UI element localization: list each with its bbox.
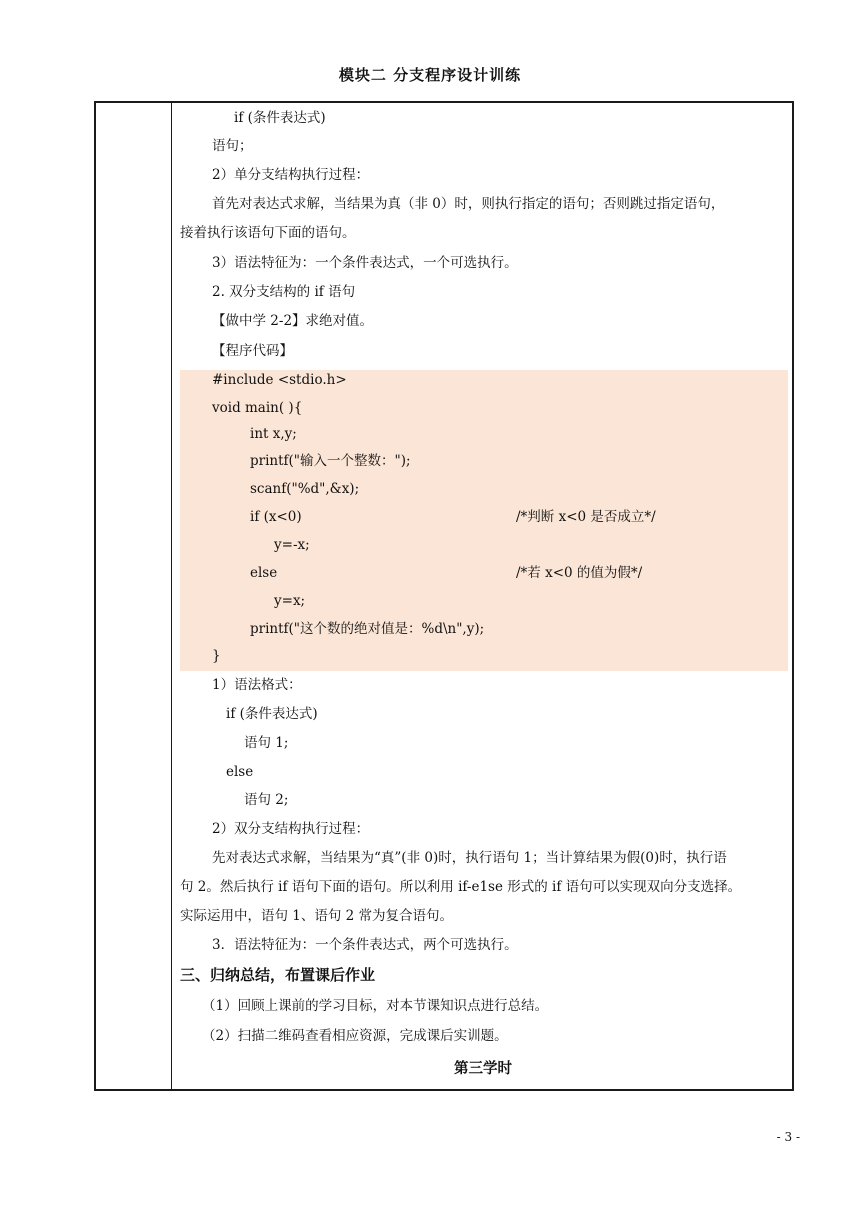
- text-line: 语句；: [212, 138, 253, 154]
- text-line: 3．语法特征为：一个条件表达式，两个可选执行。: [212, 937, 518, 953]
- code-line: printf("这个数的绝对值是：%d\n",y);: [250, 621, 485, 637]
- code-line: }: [212, 648, 221, 664]
- text-line: 2）单分支结构执行过程：: [212, 167, 370, 183]
- text-line: 语句 1;: [244, 735, 289, 751]
- code-line: [180, 507, 856, 527]
- code-line: #include <stdio.h>: [212, 372, 347, 388]
- code-statement: if (x<0): [250, 509, 302, 525]
- code-line: scanf("%d",&x);: [250, 481, 360, 497]
- page-header: 模块二 分支程序设计训练: [338, 66, 522, 84]
- code-line: void main( ){: [212, 400, 303, 416]
- text-line: 语句 2;: [244, 792, 289, 808]
- text-line: 先对表达式求解，当结果为“真”(非 0)时，执行语句 1；当计算结果为假(0)时，执行语: [212, 850, 727, 866]
- section-heading: 三、归纳总结，布置课后作业: [180, 966, 376, 984]
- page-number: - 3 -: [776, 1130, 800, 1144]
- code-comment: /*若 x<0 的值为假*/: [516, 565, 643, 581]
- text-line: 接着执行该语句下面的语句。: [180, 225, 356, 241]
- code-statement: else: [250, 565, 278, 581]
- list-item: （2）扫描二维码查看相应资源，完成课后实训题。: [202, 1028, 508, 1044]
- text-line: 【程序代码】: [212, 343, 293, 359]
- text-line: 2）双分支结构执行过程：: [212, 821, 370, 837]
- code-line: y=x;: [274, 593, 306, 609]
- lesson-title: 第三学时: [454, 1061, 512, 1077]
- code-line: printf("输入一个整数：");: [250, 453, 411, 469]
- text-line: 首先对表达式求解，当结果为真（非 0）时，则执行指定的语句；否则跳过指定语句，: [212, 196, 725, 212]
- text-line: else: [226, 764, 254, 780]
- text-line: 实际运用中，语句 1、语句 2 常为复合语句。: [180, 908, 454, 924]
- text-line: 2. 双分支结构的 if 语句: [212, 284, 356, 300]
- list-item: （1）回顾上课前的学习目标，对本节课知识点进行总结。: [202, 998, 549, 1014]
- code-line: int x,y;: [250, 426, 297, 442]
- text-line: 1）语法格式：: [212, 677, 302, 693]
- column-divider: [171, 101, 172, 1091]
- text-line: 【做中学 2-2】求绝对值。: [212, 313, 374, 329]
- text-line: 句 2。然后执行 if 语句下面的语句。所以利用 if-e1se 形式的 if 语句可以实现双向分支选择。: [180, 879, 742, 895]
- text-line: if (条件表达式): [226, 706, 318, 722]
- text-line: if (条件表达式): [234, 110, 326, 126]
- code-line: [180, 563, 856, 583]
- code-line: y=-x;: [274, 537, 310, 553]
- code-comment: /*判断 x<0 是否成立*/: [516, 509, 656, 525]
- text-line: 3）语法特征为：一个条件表达式，一个可选执行。: [212, 255, 518, 271]
